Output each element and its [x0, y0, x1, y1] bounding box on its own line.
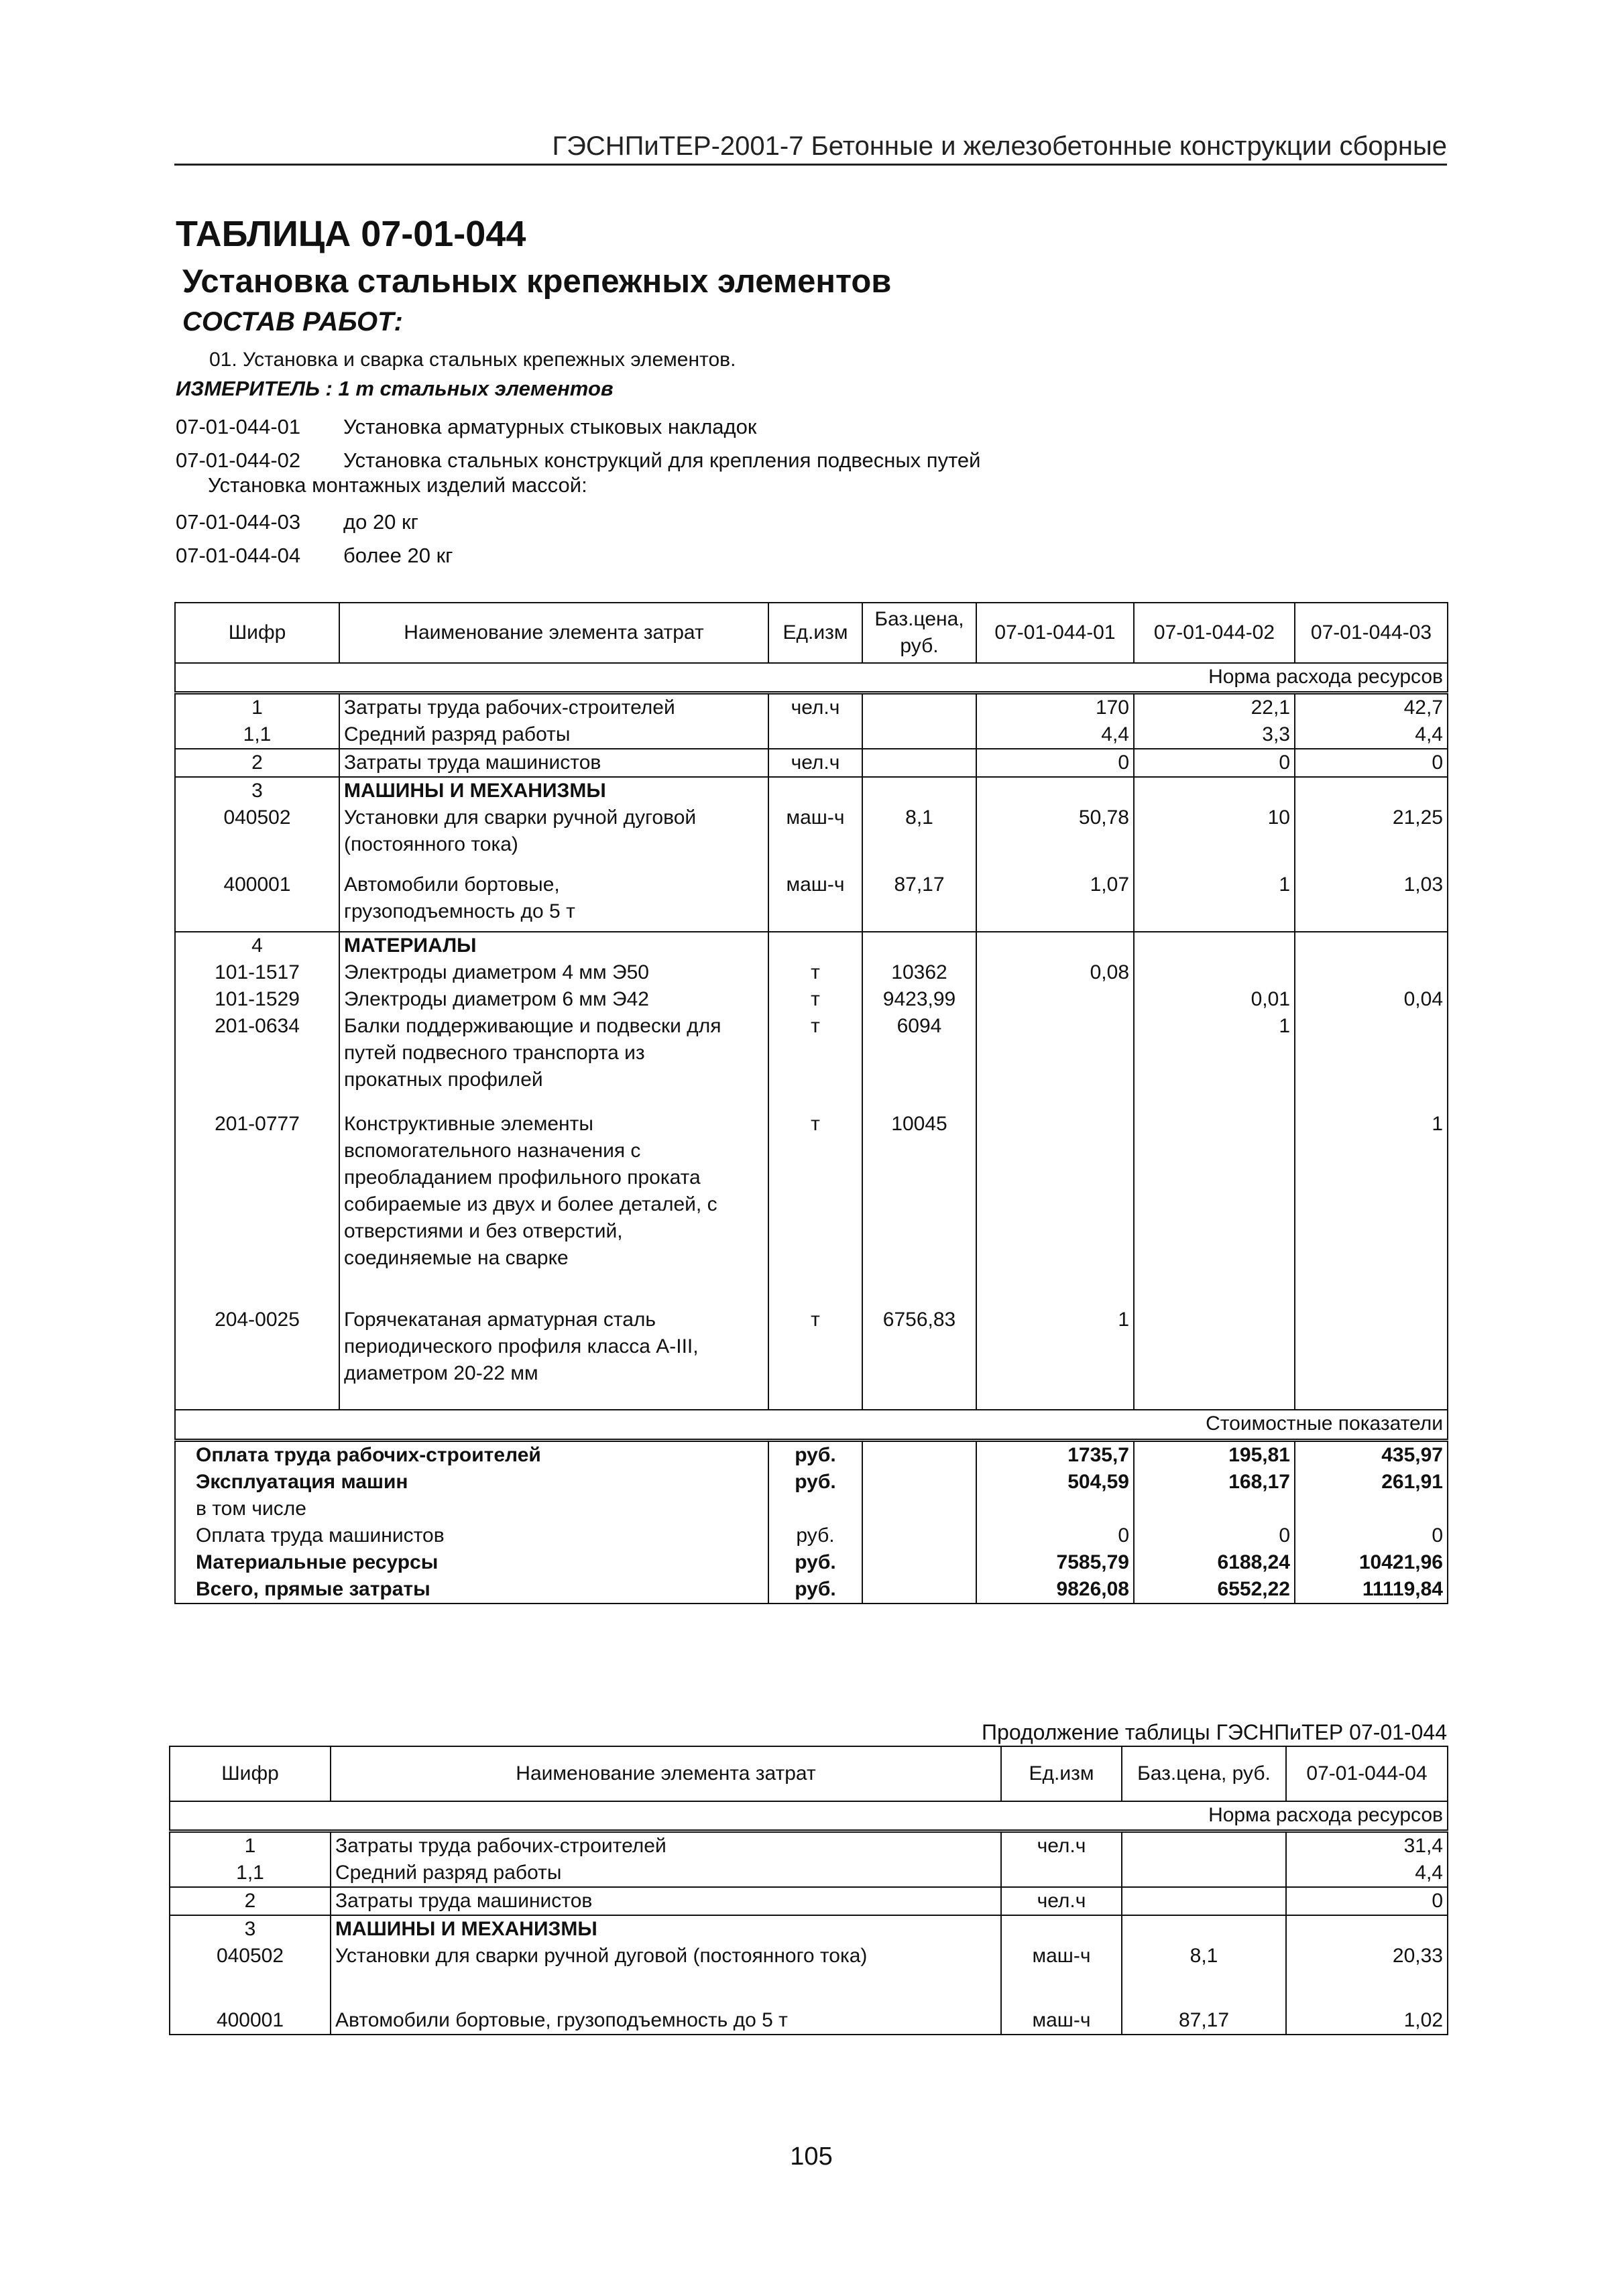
- table-row: [175, 871, 1448, 932]
- row-value-03: 21,25: [1295, 804, 1448, 871]
- row-unit: т: [768, 986, 862, 1013]
- mass-subheading: Установка монтажных изделий массой:: [208, 473, 587, 497]
- row-value-02: 0: [1134, 749, 1295, 777]
- code-entry-text: Установка стальных конструкций для крепления подвесных путей: [343, 448, 981, 472]
- cost-row: [175, 1469, 1448, 1496]
- cost-row: [175, 1522, 1448, 1549]
- table-title: ТАБЛИЦА 07-01-044: [176, 214, 526, 254]
- cost-name: Эксплуатация машин: [175, 1469, 768, 1496]
- header-unit: Ед.изм: [1001, 1746, 1122, 1801]
- row-value-02: [1134, 1307, 1295, 1410]
- table-row: [175, 692, 1448, 721]
- code-entry: [176, 505, 980, 539]
- cost-name: Всего, прямые затраты: [175, 1576, 768, 1604]
- cost-name: Оплата труда рабочих-строителей: [175, 1441, 768, 1469]
- row-name: [339, 1013, 768, 1111]
- row-value-02: 1: [1134, 1013, 1295, 1111]
- row-value-03: 1: [1295, 1111, 1448, 1307]
- row-name: Установки для сварки ручной дуговой (постоянного тока): [331, 1943, 1001, 2007]
- row-value-04: 20,33: [1286, 1943, 1448, 2007]
- row-code: 3: [175, 777, 339, 804]
- page-number: 105: [790, 2142, 833, 2171]
- continuation-caption: Продолжение таблицы ГЭСНПиТЕР 07-01-044: [982, 1720, 1447, 1744]
- row-price: [862, 692, 976, 721]
- cost-label-row: [175, 1410, 1448, 1441]
- row-name-line: соединяемые на сварке: [344, 1246, 569, 1269]
- cost-row: [175, 1441, 1448, 1469]
- row-value-01: 0,08: [976, 959, 1134, 986]
- row-name: Средний разряд работы: [339, 721, 768, 749]
- norm-label-row: [170, 1801, 1448, 1831]
- norm-label: Норма расхода ресурсов: [175, 663, 1448, 692]
- table-row: [170, 1943, 1448, 2007]
- code-entry-code: 07-01-044-02: [176, 448, 301, 472]
- row-code: 3: [170, 1915, 331, 1943]
- row-code: 101-1517: [175, 959, 339, 986]
- table-row: [175, 986, 1448, 1013]
- code-entry-code: 07-01-044-01: [176, 415, 301, 438]
- header-name: Наименование элемента затрат: [331, 1746, 1001, 1801]
- header-unit: Ед.изм: [768, 603, 862, 663]
- row-value-01: 0: [976, 749, 1134, 777]
- code-entry-text: Установка арматурных стыковых накладок: [343, 415, 757, 438]
- row-value-03: 4,4: [1295, 721, 1448, 749]
- row-value-04: 31,4: [1286, 1831, 1448, 1860]
- row-name: Электроды диаметром 6 мм Э42: [339, 986, 768, 1013]
- row-value-03: [1295, 959, 1448, 986]
- cost-unit: руб.: [768, 1549, 862, 1576]
- row-name-line: собираемые из двух и более деталей, с: [344, 1193, 717, 1215]
- row-code: 204-0025: [175, 1307, 339, 1410]
- row-price: 87,17: [862, 871, 976, 932]
- row-price: [862, 721, 976, 749]
- row-code: 400001: [170, 2007, 331, 2035]
- table-header-row: [170, 1746, 1448, 1801]
- row-price: 8,1: [862, 804, 976, 871]
- row-price: [1122, 1831, 1286, 1860]
- header-name: Наименование элемента затрат: [339, 603, 768, 663]
- row-name: [339, 871, 768, 932]
- row-name-line: Конструктивные элементы: [344, 1112, 593, 1135]
- cost-value-01: 9826,08: [976, 1576, 1134, 1604]
- norm-label-row: [175, 663, 1448, 692]
- row-value-03: 42,7: [1295, 692, 1448, 721]
- table-header-row: [175, 603, 1448, 663]
- work-composition-item: 01. Установка и сварка стальных крепежных элементов.: [209, 349, 736, 371]
- code-entry-text: более 20 кг: [343, 544, 453, 567]
- row-value-02: 22,1: [1134, 692, 1295, 721]
- cost-value-03: 0: [1295, 1522, 1448, 1549]
- row-price: 6094: [862, 1013, 976, 1111]
- row-code: 1: [170, 1831, 331, 1860]
- header-col-04: 07-01-044-04: [1286, 1746, 1448, 1801]
- row-name-line: Балки поддерживающие и подвески для: [344, 1014, 721, 1037]
- row-name-line: диаметром 20-22 мм: [344, 1362, 538, 1384]
- cost-name: Материальные ресурсы: [175, 1549, 768, 1576]
- row-code: 2: [170, 1887, 331, 1915]
- row-code: 1,1: [170, 1860, 331, 1887]
- continuation-table: [169, 1746, 1448, 2035]
- row-unit: чел.ч: [768, 749, 862, 777]
- row-name: Средний разряд работы: [331, 1860, 1001, 1887]
- header-code: Шифр: [175, 603, 339, 663]
- row-unit: [1001, 1860, 1122, 1887]
- cost-row: [175, 1576, 1448, 1604]
- row-value-02: [1134, 1111, 1295, 1307]
- row-value-03: [1295, 1307, 1448, 1410]
- row-name: Затраты труда рабочих-строителей: [339, 692, 768, 721]
- header-price: Баз.цена, руб.: [862, 603, 976, 663]
- row-name-line: Горячекатаная арматурная сталь: [344, 1308, 656, 1331]
- row-name: [339, 1111, 768, 1307]
- row-name: Электроды диаметром 4 мм Э50: [339, 959, 768, 986]
- row-price: 9423,99: [862, 986, 976, 1013]
- cost-value-03: 11119,84: [1295, 1576, 1448, 1604]
- row-code: 4: [175, 932, 339, 959]
- row-price: 10362: [862, 959, 976, 986]
- group-header-row: [170, 1915, 1448, 1943]
- work-composition-heading: СОСТАВ РАБОТ:: [182, 307, 403, 337]
- row-name-line: Автомобили бортовые,: [344, 873, 560, 896]
- cost-value-03: 435,97: [1295, 1441, 1448, 1469]
- cost-value-01: 0: [976, 1522, 1134, 1549]
- row-value-01: 170: [976, 692, 1134, 721]
- group-header-row: [175, 932, 1448, 959]
- row-unit: т: [768, 1013, 862, 1111]
- table-row: [170, 2007, 1448, 2035]
- row-code: 201-0777: [175, 1111, 339, 1307]
- row-name: Затраты труда машинистов: [331, 1887, 1001, 1915]
- row-name: Автомобили бортовые, грузоподъемность до 5 т: [331, 2007, 1001, 2035]
- header-col-01: 07-01-044-01: [976, 603, 1134, 663]
- table-row: [175, 804, 1448, 871]
- cost-value-02: 195,81: [1134, 1441, 1295, 1469]
- table-row: [175, 749, 1448, 777]
- row-unit: чел.ч: [768, 692, 862, 721]
- row-unit: маш-ч: [768, 804, 862, 871]
- row-code: 1,1: [175, 721, 339, 749]
- group-title: МАТЕРИАЛЫ: [339, 932, 768, 959]
- cost-row: [175, 1496, 1448, 1522]
- row-name-line: (постоянного тока): [344, 833, 518, 855]
- header-code: Шифр: [170, 1746, 331, 1801]
- row-unit: чел.ч: [1001, 1887, 1122, 1915]
- row-code: 040502: [175, 804, 339, 871]
- row-price: 10045: [862, 1111, 976, 1307]
- row-unit: т: [768, 1111, 862, 1307]
- row-price: [1122, 1860, 1286, 1887]
- code-entry: [176, 444, 980, 477]
- row-name: Затраты труда машинистов: [339, 749, 768, 777]
- row-name-line: грузоподъемность до 5 т: [344, 900, 575, 922]
- row-value-02: 0,01: [1134, 986, 1295, 1013]
- row-value-01: 1,07: [976, 871, 1134, 932]
- row-value-01: 1: [976, 1307, 1134, 1410]
- cost-value-02: 6188,24: [1134, 1549, 1295, 1576]
- row-name-line: отверстиями и без отверстий,: [344, 1219, 623, 1242]
- row-value-02: [1134, 959, 1295, 986]
- cost-unit: руб.: [768, 1441, 862, 1469]
- table-row: [175, 1111, 1448, 1307]
- cost-value-03: 10421,96: [1295, 1549, 1448, 1576]
- row-value-02: 3,3: [1134, 721, 1295, 749]
- row-unit: маш-ч: [768, 871, 862, 932]
- header-col-03: 07-01-044-03: [1295, 603, 1448, 663]
- row-code: 201-0634: [175, 1013, 339, 1111]
- table-row: [170, 1860, 1448, 1887]
- row-value-03: 1,03: [1295, 871, 1448, 932]
- cost-value-02: 0: [1134, 1522, 1295, 1549]
- cost-value-01: 1735,7: [976, 1441, 1134, 1469]
- row-name-line: преобладанием профильного проката: [344, 1166, 701, 1189]
- cost-value-01: 504,59: [976, 1469, 1134, 1496]
- running-header: ГЭСНПиТЕР-2001-7 Бетонные и железобетонные конструкции сборные: [552, 131, 1447, 161]
- code-entry: [176, 539, 980, 572]
- header-col-02: 07-01-044-02: [1134, 603, 1295, 663]
- row-price: 8,1: [1122, 1943, 1286, 2007]
- row-name: [339, 1307, 768, 1410]
- row-code: 400001: [175, 871, 339, 932]
- row-unit: т: [768, 1307, 862, 1410]
- row-value-02: 10: [1134, 804, 1295, 871]
- cost-name: в том числе: [175, 1496, 768, 1522]
- table-row: [170, 1831, 1448, 1860]
- row-name-line: прокатных профилей: [344, 1068, 543, 1091]
- row-value-01: [976, 986, 1134, 1013]
- row-value-04: 0: [1286, 1887, 1448, 1915]
- group-header-row: [175, 777, 1448, 804]
- row-value-01: [976, 1013, 1134, 1111]
- cost-unit: руб.: [768, 1576, 862, 1604]
- section-title: Установка стальных крепежных элементов: [182, 263, 892, 300]
- row-value-01: [976, 1111, 1134, 1307]
- row-value-03: [1295, 1013, 1448, 1111]
- row-unit: т: [768, 959, 862, 986]
- cost-value-01: 7585,79: [976, 1549, 1134, 1576]
- row-name-line: периодического профиля класса А-III,: [344, 1335, 699, 1357]
- row-value-03: 0: [1295, 749, 1448, 777]
- row-code: 101-1529: [175, 986, 339, 1013]
- code-entry-code: 07-01-044-04: [176, 544, 301, 567]
- table-row: [175, 959, 1448, 986]
- table-row: [175, 721, 1448, 749]
- cost-unit: руб.: [768, 1522, 862, 1549]
- row-code: 040502: [170, 1943, 331, 2007]
- table-row: [175, 1307, 1448, 1410]
- row-unit: чел.ч: [1001, 1831, 1122, 1860]
- row-price: 6756,83: [862, 1307, 976, 1410]
- row-code: 2: [175, 749, 339, 777]
- code-entry-code: 07-01-044-03: [176, 510, 301, 534]
- unit-of-measure: ИЗМЕРИТЕЛЬ : 1 т стальных элементов: [176, 377, 614, 400]
- row-value-04: 1,02: [1286, 2007, 1448, 2035]
- table-row: [170, 1887, 1448, 1915]
- row-value-01: 50,78: [976, 804, 1134, 871]
- row-name: Затраты труда рабочих-строителей: [331, 1831, 1001, 1860]
- row-value-01: 4,4: [976, 721, 1134, 749]
- table-row: [175, 1013, 1448, 1111]
- cost-unit: руб.: [768, 1469, 862, 1496]
- row-price: [1122, 1887, 1286, 1915]
- row-price: 87,17: [1122, 2007, 1286, 2035]
- header-rule: [174, 164, 1447, 166]
- group-title: МАШИНЫ И МЕХАНИЗМЫ: [339, 777, 768, 804]
- row-code: 1: [175, 692, 339, 721]
- group-title: МАШИНЫ И МЕХАНИЗМЫ: [331, 1915, 1001, 1943]
- row-name: [339, 804, 768, 871]
- row-value-04: 4,4: [1286, 1860, 1448, 1887]
- row-value-02: 1: [1134, 871, 1295, 932]
- row-unit: маш-ч: [1001, 2007, 1122, 2035]
- row-unit: [768, 721, 862, 749]
- row-unit: маш-ч: [1001, 1943, 1122, 2007]
- cost-value-02: 168,17: [1134, 1469, 1295, 1496]
- row-name-line: Установки для сварки ручной дуговой: [344, 806, 697, 829]
- norm-label: Норма расхода ресурсов: [170, 1801, 1448, 1831]
- row-price: [862, 749, 976, 777]
- code-entry: [176, 410, 980, 444]
- header-price: Баз.цена, руб.: [1122, 1746, 1286, 1801]
- cost-name: Оплата труда машинистов: [175, 1522, 768, 1549]
- cost-value-03: 261,91: [1295, 1469, 1448, 1496]
- cost-label: Стоимостные показатели: [175, 1410, 1448, 1441]
- row-name-line: путей подвесного транспорта из: [344, 1041, 645, 1064]
- code-entry-text: до 20 кг: [343, 510, 418, 534]
- row-value-03: 0,04: [1295, 986, 1448, 1013]
- cost-row: [175, 1549, 1448, 1576]
- row-name-line: вспомогательного назначения с: [344, 1139, 641, 1162]
- resource-table: [174, 602, 1448, 1604]
- cost-value-02: 6552,22: [1134, 1576, 1295, 1604]
